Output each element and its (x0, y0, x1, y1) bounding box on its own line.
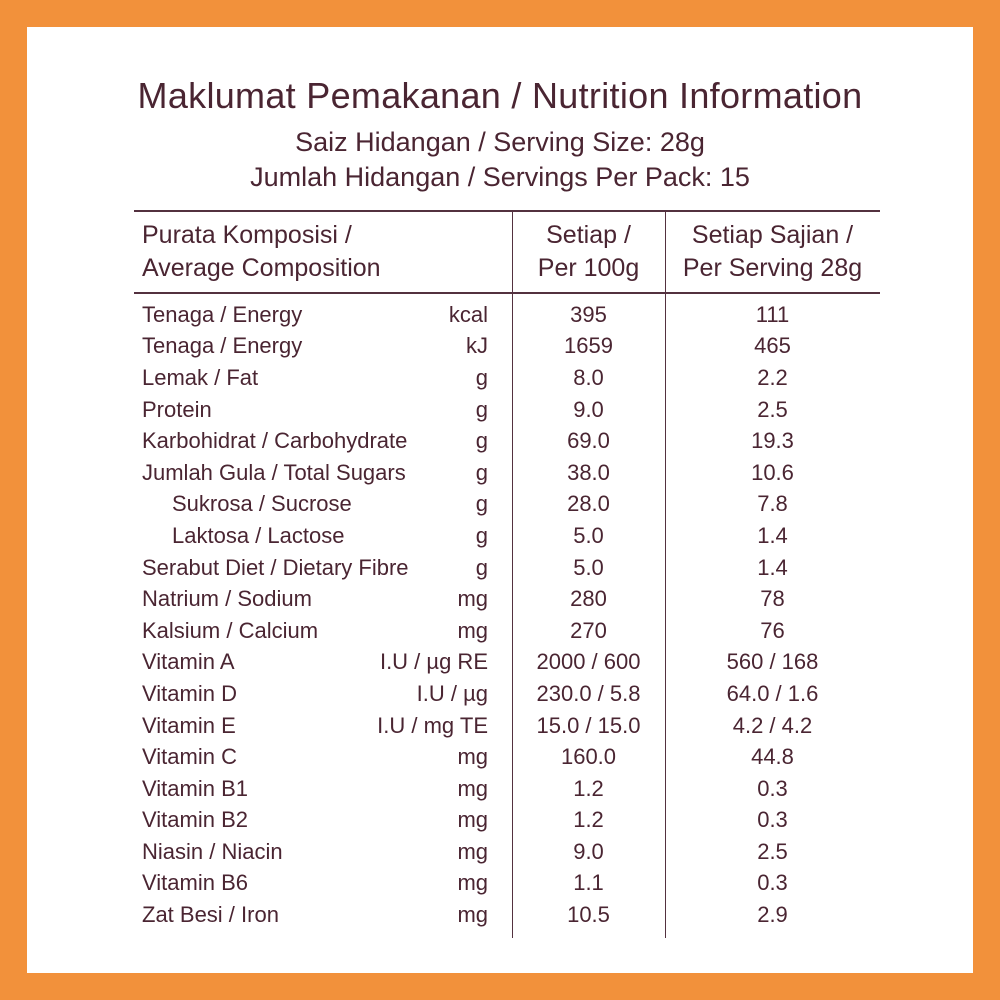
row-per-serving: 2.9 (757, 902, 788, 928)
row-per-100g: 5.0 (573, 522, 604, 548)
row-label: Tenaga / Energy (142, 333, 303, 359)
column-header-per-100g (512, 219, 665, 285)
row-per-serving: 2.2 (757, 364, 788, 390)
row-per-100g: 1.1 (573, 870, 604, 896)
row-label-cell (134, 489, 512, 521)
table-header-row (134, 210, 880, 294)
row-per-100g: 1.2 (573, 775, 604, 801)
row-label: Jumlah Gula / Total Sugars (142, 459, 406, 485)
row-unit: mg (457, 902, 488, 928)
row-label: Vitamin D (142, 680, 237, 706)
row-label-cell (134, 520, 512, 552)
row-per-100g: 9.0 (573, 838, 604, 864)
row-unit: g (475, 554, 488, 580)
serving-info (27, 125, 973, 195)
row-label: Natrium / Sodium (142, 586, 312, 612)
row-label: Sukrosa / Sucrose (172, 491, 352, 517)
serving-size-line: Saiz Hidangan / Serving Size: 28g (295, 127, 705, 157)
column-header-per-serving-line2: Per Serving 28g (682, 254, 863, 282)
row-per-serving: 4.2 / 4.2 (732, 712, 813, 738)
row-label-cell (134, 615, 512, 647)
row-label: Laktosa / Lactose (172, 522, 345, 548)
row-label: Vitamin E (142, 712, 236, 738)
row-per-serving: 78 (760, 586, 785, 612)
row-per-100g: 38.0 (567, 459, 610, 485)
row-unit: kcal (448, 301, 488, 327)
row-per-serving: 465 (754, 333, 791, 359)
row-unit: g (475, 522, 488, 548)
row-per-100g: 280 (570, 586, 607, 612)
row-unit: I.U / µg RE (379, 649, 488, 675)
row-label: Vitamin B1 (142, 775, 248, 801)
row-per-100g: 8.0 (573, 364, 604, 390)
row-unit: mg (457, 586, 488, 612)
row-per-serving: 0.3 (757, 870, 788, 896)
row-unit: g (475, 428, 488, 454)
row-label-cell (134, 678, 512, 710)
row-label-cell (134, 299, 512, 331)
row-unit: mg (457, 617, 488, 643)
row-per-serving: 0.3 (757, 775, 788, 801)
row-label: Vitamin A (142, 649, 235, 675)
column-header-composition-line2: Average Composition (142, 254, 381, 282)
row-per-serving: 1.4 (757, 554, 788, 580)
row-per-serving: 7.8 (757, 491, 788, 517)
row-per-serving: 19.3 (751, 428, 794, 454)
column-divider-1 (512, 210, 513, 938)
row-label: Vitamin B6 (142, 870, 248, 896)
row-per-100g: 5.0 (573, 554, 604, 580)
row-label: Kalsium / Calcium (142, 617, 319, 643)
row-per-100g: 395 (570, 301, 607, 327)
column-header-composition (134, 219, 512, 285)
row-per-100g: 10.5 (567, 902, 610, 928)
column-header-composition-line1: Purata Komposisi / (142, 221, 352, 249)
row-label: Karbohidrat / Carbohydrate (142, 428, 408, 454)
row-unit: I.U / mg TE (377, 712, 488, 738)
row-unit: g (475, 364, 488, 390)
row-label-cell (134, 836, 512, 868)
row-per-serving: 1.4 (757, 522, 788, 548)
row-label-cell (134, 362, 512, 394)
row-per-100g: 270 (570, 617, 607, 643)
row-unit: mg (457, 838, 488, 864)
row-per-serving: 0.3 (757, 807, 788, 833)
row-per-100g: 69.0 (567, 428, 610, 454)
row-label-cell (134, 331, 512, 363)
row-label-cell (134, 425, 512, 457)
row-per-100g: 230.0 / 5.8 (536, 680, 641, 706)
row-unit: mg (457, 807, 488, 833)
row-label-cell (134, 552, 512, 584)
label-heading (27, 27, 973, 195)
row-label: Niasin / Niacin (142, 838, 283, 864)
row-label: Protein (142, 396, 212, 422)
table-body (134, 294, 880, 938)
servings-per-pack-line: Jumlah Hidangan / Servings Per Pack: 15 (250, 162, 750, 192)
row-label-cell (134, 457, 512, 489)
row-label: Vitamin C (142, 744, 237, 770)
row-unit: g (475, 491, 488, 517)
row-unit: I.U / µg (416, 680, 488, 706)
row-per-100g: 1659 (564, 333, 613, 359)
row-per-100g: 160.0 (560, 744, 617, 770)
row-per-100g: 9.0 (573, 396, 604, 422)
column-header-per-100g-line2: Per 100g (537, 254, 640, 282)
row-unit: g (475, 459, 488, 485)
row-label: Tenaga / Energy (142, 301, 303, 327)
row-per-serving: 64.0 / 1.6 (726, 680, 819, 706)
row-label-cell (134, 647, 512, 679)
row-label-cell (134, 394, 512, 426)
column-header-per-serving (665, 219, 880, 285)
row-per-100g: 28.0 (567, 491, 610, 517)
row-per-serving: 2.5 (757, 838, 788, 864)
column-header-per-100g-line1: Setiap / (546, 221, 631, 249)
column-divider-2 (665, 210, 666, 938)
row-per-serving: 2.5 (757, 396, 788, 422)
row-unit: mg (457, 870, 488, 896)
row-per-serving: 111 (755, 301, 790, 327)
row-per-100g: 2000 / 600 (536, 649, 641, 675)
row-label: Serabut Diet / Dietary Fibre (142, 554, 409, 580)
row-per-serving: 560 / 168 (726, 649, 819, 675)
row-label: Zat Besi / Iron (142, 902, 279, 928)
row-unit: g (475, 396, 488, 422)
row-per-100g: 1.2 (573, 807, 604, 833)
row-label-cell (134, 773, 512, 805)
page-title: Maklumat Pemakanan / Nutrition Information (137, 75, 863, 116)
row-per-serving: 10.6 (751, 459, 794, 485)
row-unit: kJ (466, 333, 488, 359)
row-label-cell (134, 805, 512, 837)
row-per-serving: 44.8 (751, 744, 794, 770)
row-per-serving: 76 (760, 617, 785, 643)
row-label-cell (134, 583, 512, 615)
nutrition-table (134, 210, 880, 938)
row-unit: mg (457, 744, 488, 770)
row-label: Vitamin B2 (142, 807, 248, 833)
row-label-cell (134, 868, 512, 900)
row-label-cell (134, 899, 512, 931)
row-label: Lemak / Fat (142, 364, 259, 390)
row-unit: mg (457, 775, 488, 801)
label-panel (27, 27, 973, 973)
column-header-per-serving-line1: Setiap Sajian / (691, 221, 854, 249)
row-label-cell (134, 741, 512, 773)
row-label-cell (134, 710, 512, 742)
row-per-100g: 15.0 / 15.0 (536, 712, 641, 738)
